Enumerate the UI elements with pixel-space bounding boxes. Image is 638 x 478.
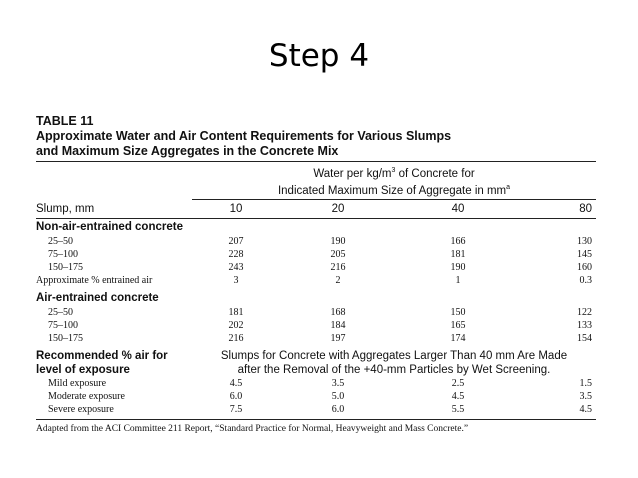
cell: 122 <box>577 306 592 318</box>
row-label: Mild exposure <box>48 377 107 389</box>
size-80: 80 <box>579 202 592 215</box>
cell: 160 <box>577 261 592 273</box>
recommended-title <box>36 349 192 377</box>
cell: 3.5 <box>579 390 592 402</box>
cell: 5.0 <box>331 390 345 402</box>
cell: 1.5 <box>579 377 592 389</box>
cell: 243 <box>228 261 244 273</box>
bottom-rule <box>36 419 596 420</box>
size-40: 40 <box>451 202 465 215</box>
cell: 3 <box>233 274 239 286</box>
row-label: 150–175 <box>48 261 83 273</box>
recommended-header <box>36 349 596 377</box>
cell: 216 <box>228 332 244 344</box>
cell: 4.5 <box>451 390 465 402</box>
size-10: 10 <box>229 202 243 215</box>
cell: 190 <box>450 261 466 273</box>
row-label: 25–50 <box>48 235 73 247</box>
cell: 6.0 <box>331 403 345 415</box>
cell: 228 <box>228 248 244 260</box>
table-row <box>36 274 596 287</box>
cell: 133 <box>577 319 592 331</box>
cell: 181 <box>450 248 466 260</box>
cell: 165 <box>450 319 466 331</box>
table-row <box>36 306 596 319</box>
cell: 3.5 <box>331 377 345 389</box>
table-number: TABLE 11 <box>36 114 94 128</box>
water-header-text-2: Indicated Maximum Size of Aggregate in mm <box>277 184 507 197</box>
cell: 6.0 <box>229 390 243 402</box>
cell: 4.5 <box>579 403 592 415</box>
cell: 130 <box>577 235 592 247</box>
table-caption-line-1: Approximate Water and Air Content Requirements for Various Slumps <box>36 129 452 143</box>
table-row <box>36 390 596 403</box>
cell: 5.5 <box>451 403 465 415</box>
water-header-exponent: 3 <box>391 167 396 174</box>
row-label: 150–175 <box>48 332 83 344</box>
cell: 150 <box>450 306 466 318</box>
section-title-non-air: Non-air-entrained concrete <box>36 220 183 233</box>
water-header-text: Water per kg/m <box>313 167 392 180</box>
slump-label: Slump, mm <box>36 202 95 215</box>
row-label: Severe exposure <box>48 403 114 415</box>
cell: 174 <box>450 332 466 344</box>
cell: 166 <box>450 235 466 247</box>
note-line-2: after the Removal of the +40-mm Particles by Wet Screening. <box>237 363 551 376</box>
water-column-header <box>192 162 596 199</box>
section-title-air: Air-entrained concrete <box>36 291 159 304</box>
source-note: Adapted from the ACI Committee 211 Report, “Standard Practice for Normal, Heavyweight and Mass Concrete.” <box>36 423 469 434</box>
cell: 168 <box>330 306 346 318</box>
water-header-text-end: of Concrete for <box>395 167 475 180</box>
table-row <box>36 403 596 416</box>
recommended-title-line-1: Recommended % air for <box>36 349 168 362</box>
size-header-row <box>36 200 596 218</box>
cell: 216 <box>330 261 346 273</box>
row-label: 25–50 <box>48 306 73 318</box>
cell: 205 <box>330 248 346 260</box>
cell: 207 <box>228 235 244 247</box>
row-label: 75–100 <box>48 248 78 260</box>
cell: 2 <box>335 274 341 286</box>
wet-screening-note <box>192 349 596 377</box>
cell: 0.3 <box>579 274 592 286</box>
row-label: Moderate exposure <box>48 390 125 402</box>
slide-title: Step 4 <box>268 38 370 74</box>
cell: 190 <box>330 235 346 247</box>
size-20: 20 <box>331 202 345 215</box>
note-line-1: Slumps for Concrete with Aggregates Larger Than 40 mm Are Made <box>220 349 568 362</box>
table-row <box>36 235 596 248</box>
table-caption-line-2: and Maximum Size Aggregates in the Concrete Mix <box>36 144 339 158</box>
water-header-footnote: a <box>506 183 511 191</box>
cell: 7.5 <box>229 403 243 415</box>
cell: 1 <box>455 274 461 286</box>
cell: 181 <box>228 306 244 318</box>
table-row <box>36 248 596 261</box>
cell: 154 <box>577 332 592 344</box>
cell: 4.5 <box>229 377 243 389</box>
cell: 202 <box>228 319 244 331</box>
cell: 184 <box>330 319 346 331</box>
recommended-title-line-2: level of exposure <box>36 363 130 376</box>
row-label: Approximate % entrained air <box>36 274 153 286</box>
table-row <box>36 261 596 274</box>
cell: 145 <box>577 248 592 260</box>
cell: 197 <box>330 332 346 344</box>
table-row <box>36 332 596 345</box>
row-label: 75–100 <box>48 319 78 331</box>
table-row <box>36 319 596 332</box>
table-row <box>36 377 596 390</box>
cell: 2.5 <box>451 377 465 389</box>
concrete-mix-table <box>36 114 596 434</box>
